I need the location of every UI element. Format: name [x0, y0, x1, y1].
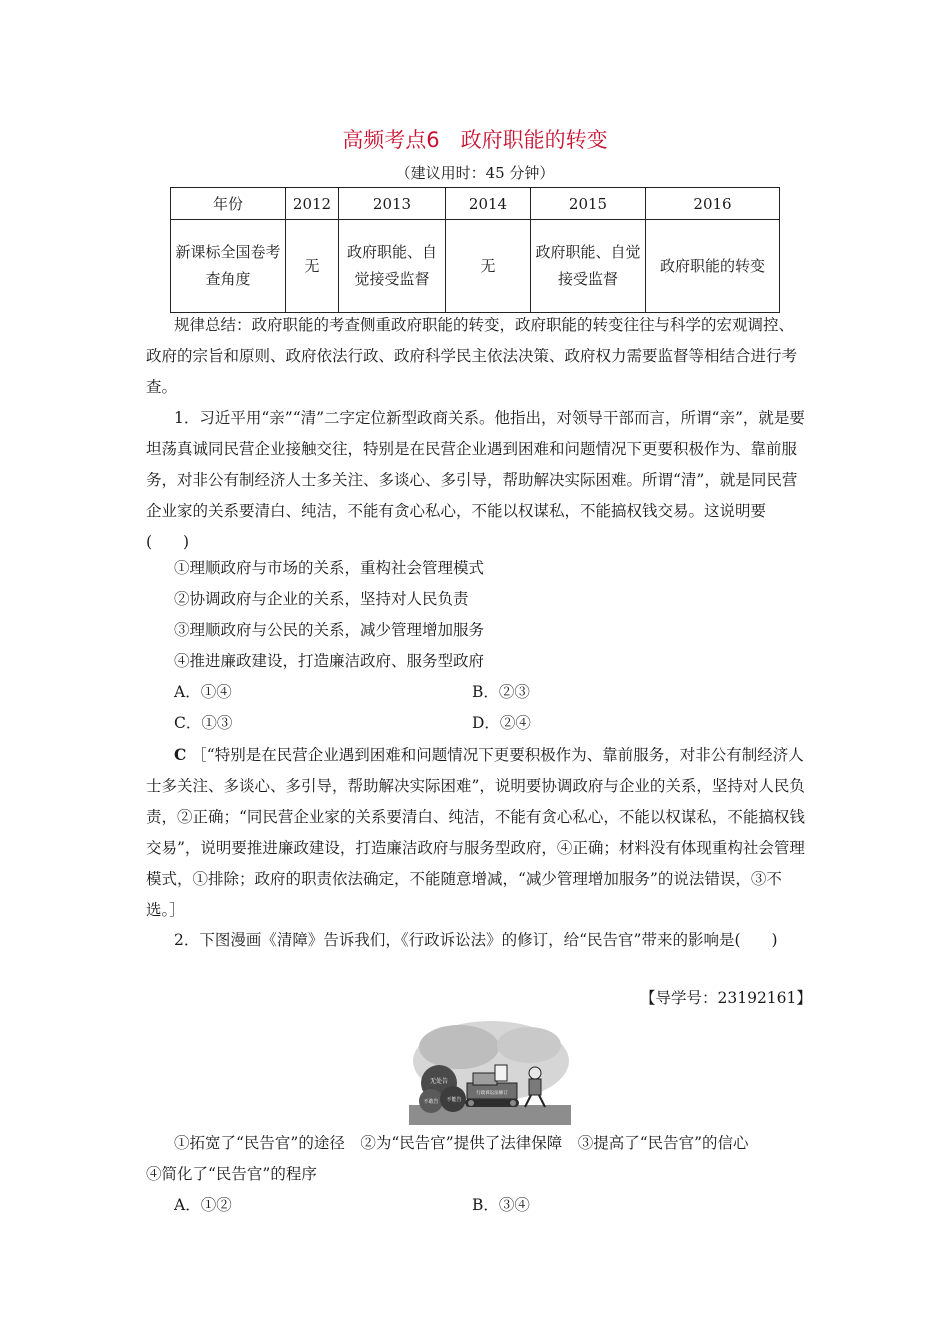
table-cell-2013: 政府职能、自觉接受监督	[339, 220, 446, 313]
table-cell-2012: 无	[286, 220, 339, 313]
table-header-label: 年份	[171, 188, 286, 220]
machine-label: 行政诉讼法修订	[476, 1091, 508, 1096]
rock-label-1: 无处告	[429, 1078, 449, 1085]
table-year-2016: 2016	[646, 188, 780, 220]
table-header-row	[171, 188, 780, 220]
q1-option-3: ③理顺政府与公民的关系，减少管理增加服务	[174, 621, 485, 639]
guide-number: 【导学号：23192161】	[640, 989, 812, 1007]
qingzhang-cartoon-image	[409, 1017, 571, 1125]
q1-answer-letter: C	[174, 745, 187, 764]
q2-options-line-1: ①拓宽了“民告官”的途径 ②为“民告官”提供了法律保障 ③提高了“民告官”的信心	[174, 1134, 749, 1152]
table-year-2014: 2014	[446, 188, 531, 220]
q1-explanation-text: ［“特别是在民营企业遇到困难和问题情况下更要积极作为、靠前服务，对非公有制经济人士多关注、多谈心、多引导，帮助解决实际困难”，说明要协调政府与企业的关系，坚持对人民负责，②正确；“同民营企业家的关系要清白、纯洁，不能有贪心私心，不能以权谋私，不能搞权钱交易”，说明要推进廉政建设，打造廉洁政府与服务型政府，④正确；材料没有体现重构社会管理模式，①排除；政府的职责依法确定，不能随意增减，“减少管理增加服务”的说法错误，③不选。］	[146, 746, 805, 919]
table-row	[171, 220, 780, 313]
summary-paragraph: 规律总结：政府职能的考查侧重政府职能的转变，政府职能的转变往往与科学的宏观调控、政府的宗旨和原则、政府依法行政、政府科学民主依法决策、政府权力需要监督等相结合进行考查。	[146, 316, 798, 396]
table-year-2012: 2012	[286, 188, 339, 220]
q2-choice-b: B．③④	[472, 1196, 530, 1214]
q1-choice-d: D．②④	[472, 714, 531, 732]
q1-option-1: ①理顺政府与市场的关系，重构社会管理模式	[174, 559, 485, 577]
table-year-2015: 2015	[531, 188, 646, 220]
question-2-stem: 2．下图漫画《清障》告诉我们，《行政诉讼法》的修订，给“民告官”带来的影响是( )	[174, 931, 778, 949]
table-row-label: 新课标全国卷考查角度	[171, 220, 286, 313]
table-cell-2014: 无	[446, 220, 531, 313]
table-year-2013: 2013	[339, 188, 446, 220]
q2-options-line-2: ④简化了“民告官”的程序	[146, 1165, 317, 1183]
suggested-time: （建议用时：45 分钟）	[395, 164, 555, 182]
q1-choice-c: C．①③	[174, 714, 233, 732]
q2-choice-a: A．①②	[174, 1196, 232, 1214]
table-cell-2016: 政府职能的转变	[646, 220, 780, 313]
q1-choice-a: A．①④	[174, 683, 232, 701]
q1-answer-explanation	[146, 739, 806, 926]
rock-label-3: 不能告	[446, 1097, 462, 1103]
page-title: 高频考点6 政府职能的转变	[342, 128, 608, 152]
question-1-stem: 1．习近平用“亲”“清”二字定位新型政商关系。他指出，对领导干部而言，所谓“亲”，就是要坦荡真诚同民营企业接触交往，特别是在民营企业遇到困难和问题情况下更要积极作为、靠前服务，对非公有制经济人士多关注、多谈心、多引导，帮助解决实际困难。所谓“清”，就是同民营企业家的关系要清白、纯洁，不能有贪心私心，不能以权谋私，不能搞权钱交易。这说明要( )	[146, 409, 805, 551]
table-cell-2015: 政府职能、自觉接受监督	[531, 220, 646, 313]
q1-option-2: ②协调政府与企业的关系，坚持对人民负责	[174, 590, 469, 608]
q1-choice-b: B．②③	[472, 683, 530, 701]
exam-frequency-table	[170, 187, 780, 313]
q1-option-4: ④推进廉政建设，打造廉洁政府、服务型政府	[174, 652, 485, 670]
rock-label-2: 不敢告	[423, 1099, 439, 1105]
